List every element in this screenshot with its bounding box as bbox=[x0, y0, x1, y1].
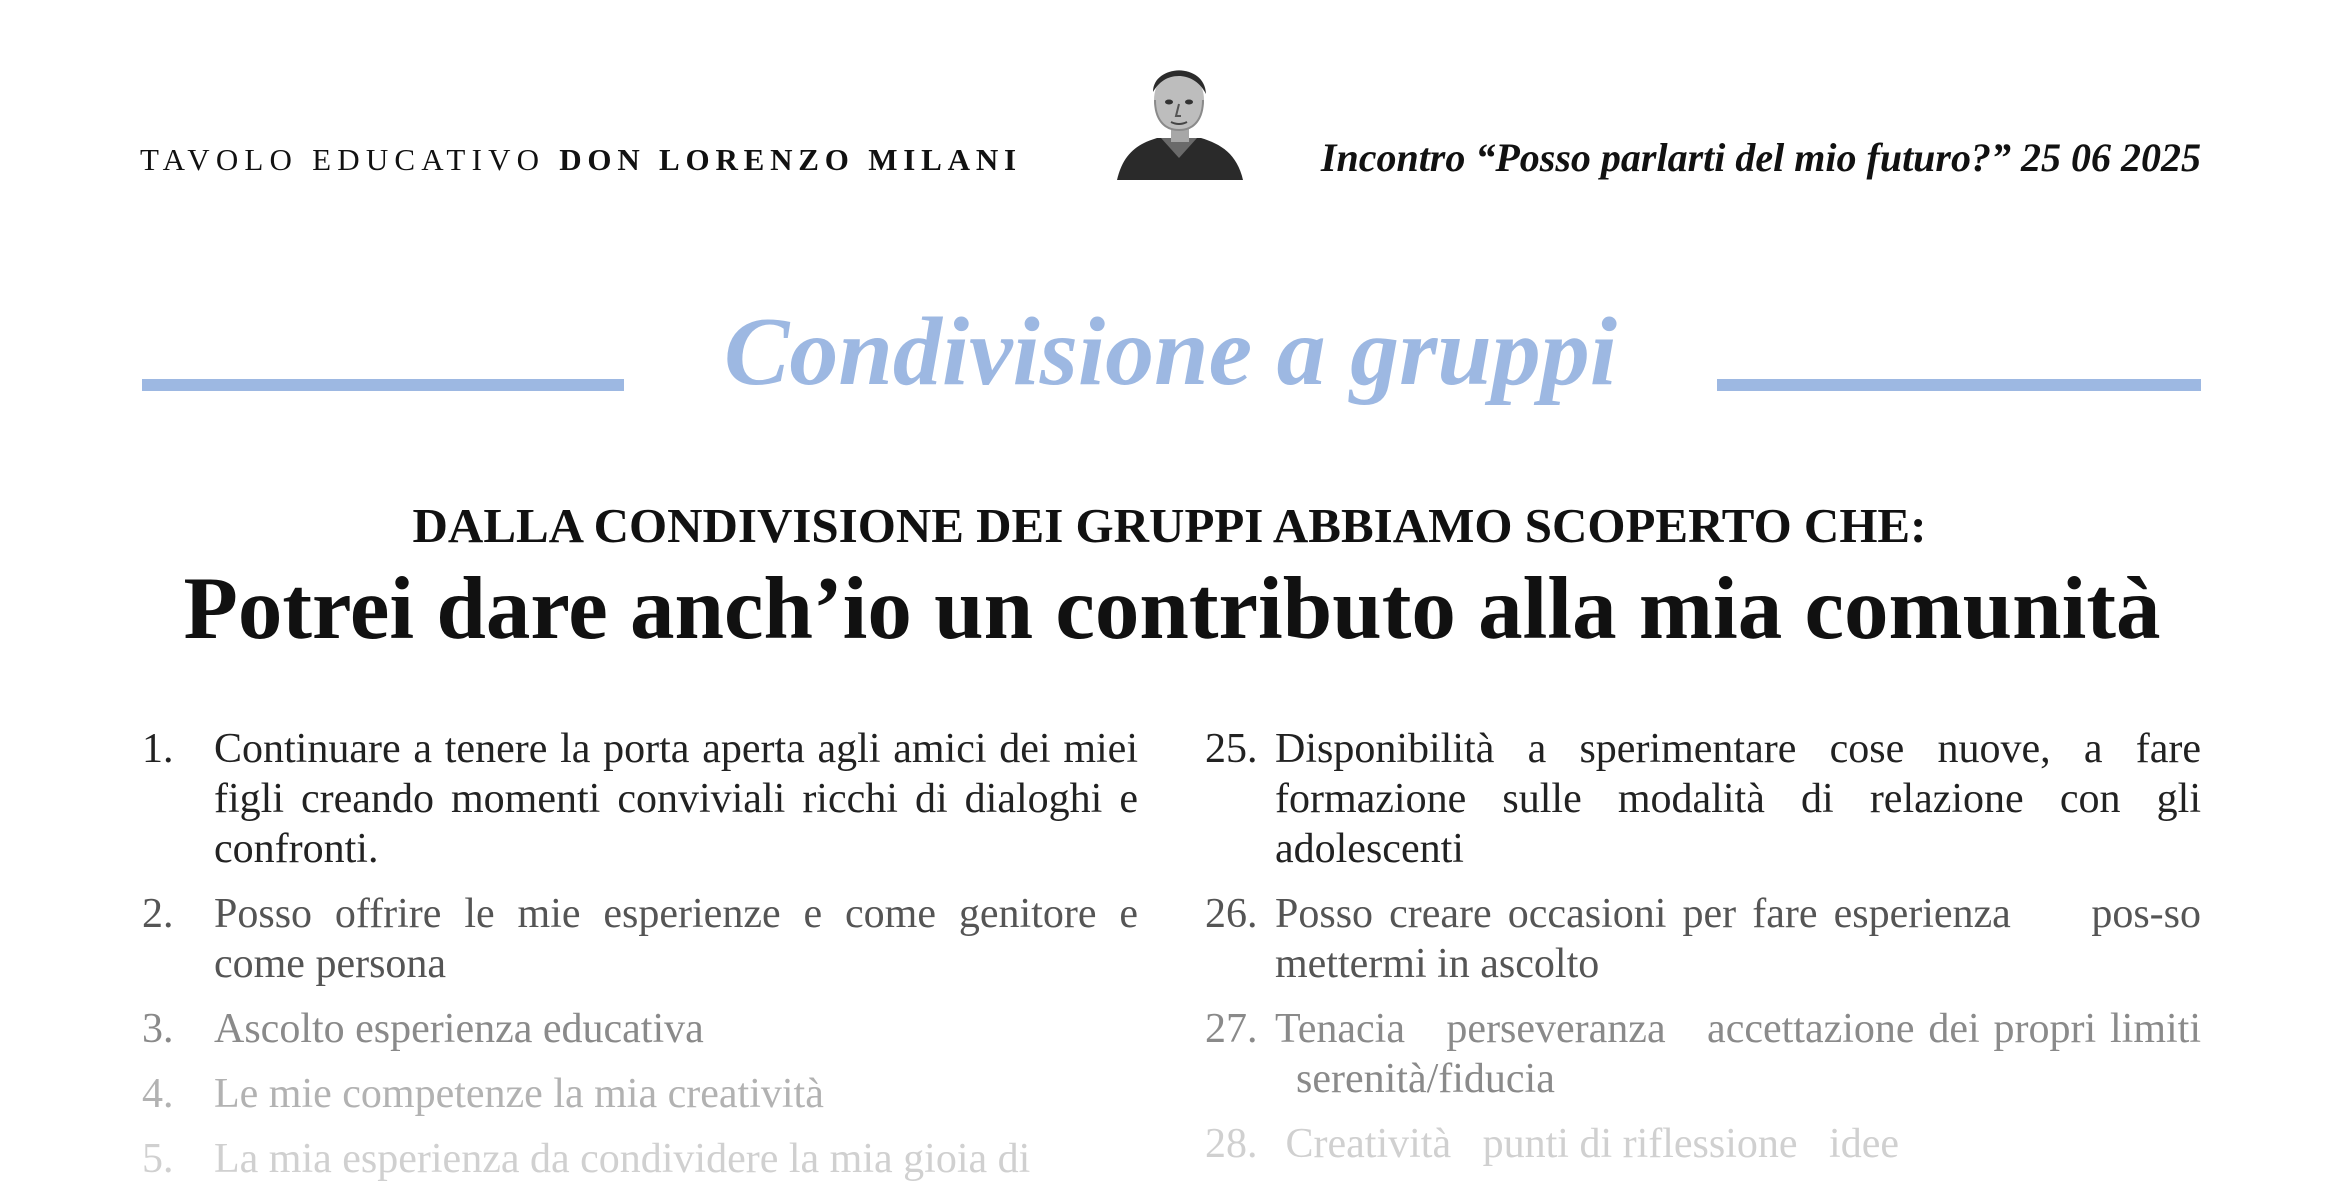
left-column bbox=[142, 724, 1138, 1199]
item-text: Tenacia perseveranza accettazione dei propri limiti serenità/fiducia bbox=[1275, 1006, 2201, 1102]
list-item bbox=[142, 1069, 1138, 1119]
item-text: Le mie competenze la mia creatività bbox=[214, 1071, 824, 1117]
right-column bbox=[1205, 724, 2201, 1184]
list-item bbox=[142, 724, 1138, 874]
item-number: 27. bbox=[1205, 1006, 1258, 1052]
title-rule-left bbox=[142, 379, 624, 391]
item-number: 25. bbox=[1205, 726, 1258, 772]
list-item bbox=[1205, 889, 2201, 989]
section-title: Condivisione a gruppi bbox=[723, 298, 1618, 406]
item-text: Posso offrire le mie esperienze e come genitore e come persona bbox=[214, 891, 1138, 987]
list-item bbox=[142, 1004, 1138, 1054]
intro-heading: DALLA CONDIVISIONE DEI GRUPPI ABBIAMO SCOPERTO CHE: bbox=[412, 498, 1927, 553]
item-text: Creatività punti di riflessione idee bbox=[1275, 1121, 1900, 1167]
item-number: 26. bbox=[1205, 891, 1258, 937]
item-number: 5. bbox=[142, 1136, 174, 1182]
don-milani-portrait bbox=[1117, 58, 1243, 180]
organization-prefix: TAVOLO EDUCATIVO bbox=[140, 142, 546, 177]
item-text: Continuare a tenere la porta aperta agli amici dei miei figli creando momenti conviviali ricchi di dialoghi e confronti. bbox=[214, 726, 1138, 872]
item-text: Disponibilità a sperimentare cose nuove, a fare formazione sulle modalità di relazione con gli adolescenti bbox=[1275, 726, 2201, 872]
list-item bbox=[1205, 1004, 2201, 1104]
item-number: 1. bbox=[142, 726, 174, 772]
item-number: 2. bbox=[142, 891, 174, 937]
list-item bbox=[142, 1134, 1138, 1184]
organization-name: DON LORENZO MILANI bbox=[559, 142, 1022, 177]
item-text: La mia esperienza da condividere la mia gioia di bbox=[214, 1136, 1031, 1182]
item-text: Posso creare occasioni per fare esperienza pos-so mettermi in ascolto bbox=[1275, 891, 2201, 987]
title-rule-right bbox=[1717, 379, 2201, 391]
list-item bbox=[142, 889, 1138, 989]
list-item bbox=[1205, 1119, 2201, 1169]
main-headline: Potrei dare anch’io un contributo alla mia comunità bbox=[183, 560, 2161, 658]
event-info: Incontro “Posso parlarti del mio futuro?” 25 06 2025 bbox=[1320, 135, 2201, 180]
item-number: 4. bbox=[142, 1071, 174, 1117]
item-text: Ascolto esperienza educativa bbox=[214, 1006, 704, 1052]
organization-header bbox=[140, 142, 1022, 178]
item-number: 28. bbox=[1205, 1121, 1258, 1167]
item-number: 3. bbox=[142, 1006, 174, 1052]
list-item bbox=[1205, 724, 2201, 874]
